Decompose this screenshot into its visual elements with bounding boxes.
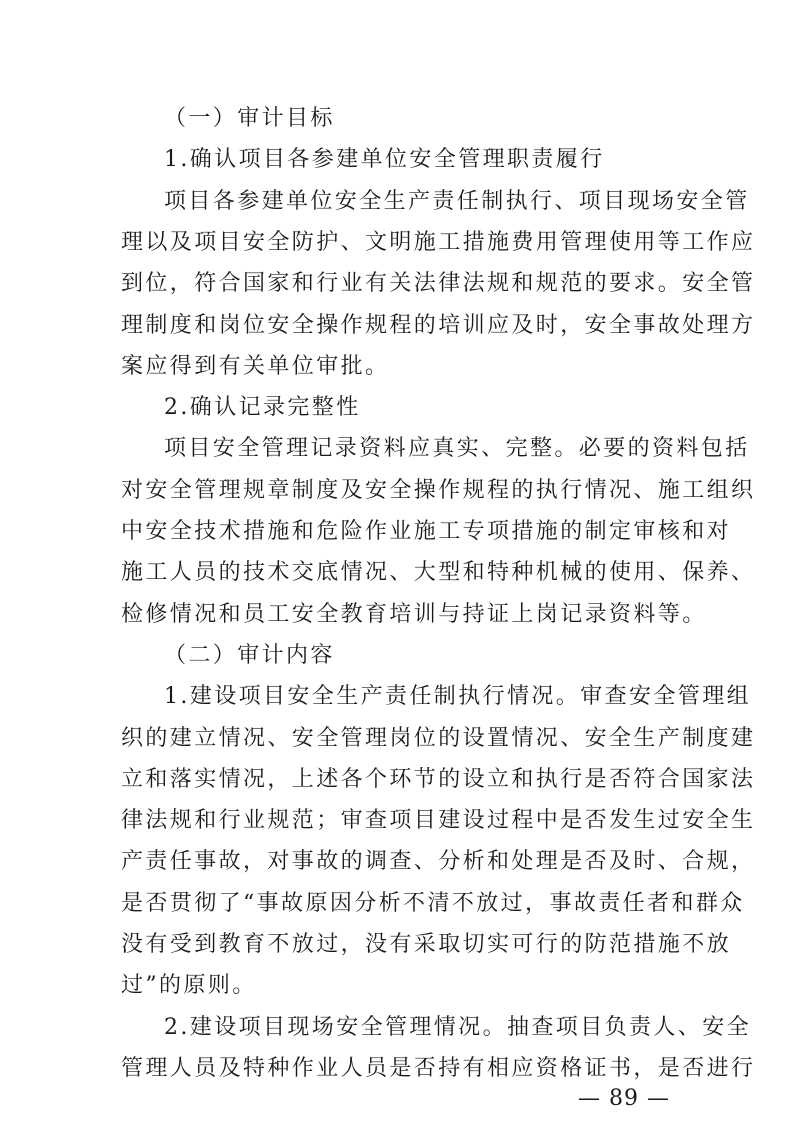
paragraph-line: 律法规和行业规范；审查项目建设过程中是否发生过安全生 (121, 808, 756, 833)
paragraph-line: 施工人员的技术交底情况、大型和特种机械的使用、保养、 (121, 560, 756, 585)
objective-1-title: 1.确认项目各参建单位安全管理职责履行 (164, 147, 605, 172)
paragraph-line: 项目安全管理记录资料应真实、完整。必要的资料包括 (164, 436, 750, 461)
page-number: — 89 — (578, 1086, 670, 1111)
paragraph-line: 理制度和岗位安全操作规程的培训应及时，安全事故处理方 (121, 313, 756, 338)
section-heading-audit-objectives: （一）审计目标 (164, 106, 335, 131)
objective-2-title: 2.确认记录完整性 (164, 395, 361, 420)
paragraph-line: 没有受到教育不放过，没有采取切实可行的防范措施不放 (121, 932, 732, 957)
paragraph-line: 立和落实情况，上述各个环节的设立和执行是否符合国家法 (121, 767, 756, 792)
paragraph-line: 2.建设项目现场安全管理情况。抽查项目负责人、安全 (164, 1015, 751, 1040)
paragraph-line: 产责任事故，对事故的调查、分析和处理是否及时、合规， (121, 849, 756, 874)
paragraph-line: 是否贯彻了“事故原因分析不清不放过，事故责任者和群众 (121, 891, 745, 916)
paragraph-line: 管理人员及特种作业人员是否持有相应资格证书，是否进行 (121, 1056, 756, 1081)
paragraph-line: 检修情况和员工安全教育培训与持证上岗记录资料等。 (121, 602, 707, 627)
paragraph-line: 织的建立情况、安全管理岗位的设置情况、安全生产制度建 (121, 726, 756, 751)
paragraph-line: 中安全技术措施和危险作业施工专项措施的制定审核和对 (121, 519, 732, 544)
paragraph-line: 案应得到有关单位审批。 (121, 354, 390, 379)
paragraph-line: 1.建设项目安全生产责任制执行情况。审查安全管理组 (164, 684, 751, 709)
paragraph-line: 理以及项目安全防护、文明施工措施费用管理使用等工作应 (121, 230, 756, 255)
section-heading-audit-content: （二）审计内容 (164, 643, 335, 668)
paragraph-line: 过”的原则。 (121, 973, 257, 998)
paragraph-line: 对安全管理规章制度及安全操作规程的执行情况、施工组织 (121, 478, 756, 503)
paragraph-line: 项目各参建单位安全生产责任制执行、项目现场安全管 (164, 189, 750, 214)
paragraph-line: 到位，符合国家和行业有关法律法规和规范的要求。安全管 (121, 271, 756, 296)
